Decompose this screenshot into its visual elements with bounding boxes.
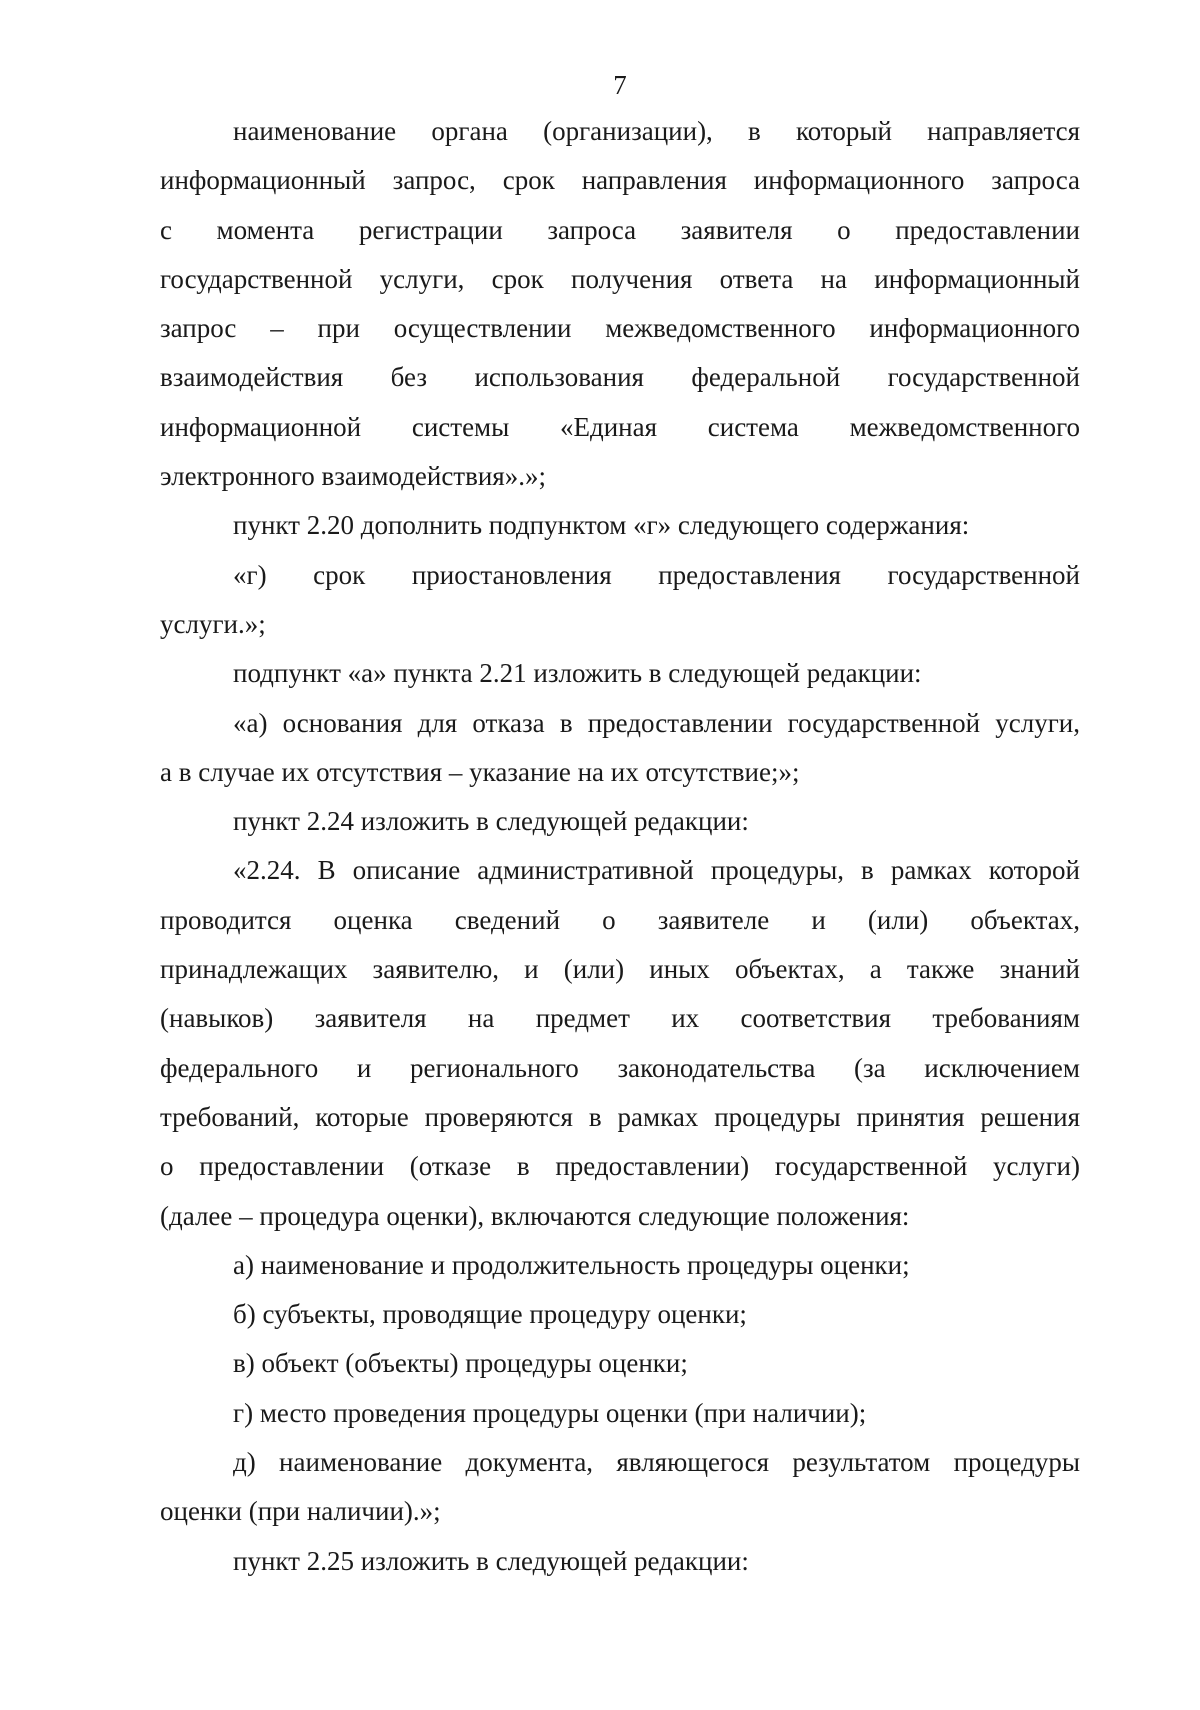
text-line: взаимодействия без использования федеральной государственной xyxy=(160,362,1080,393)
text-line: запрос – при осуществлении межведомственного информационного xyxy=(160,313,1080,344)
text-line: а) наименование и продолжительность процедуры оценки; xyxy=(233,1249,910,1280)
text-line: государственной услуги, срок получения ответа на информационный xyxy=(160,263,1080,294)
text-line: проводится оценка сведений о заявителе и (или) объектах, xyxy=(160,904,1080,935)
page-number: 7 xyxy=(613,70,627,100)
text-line: электронного взаимодействия».»; xyxy=(160,461,546,492)
text-line: (навыков) заявителя на предмет их соответствия требованиям xyxy=(160,1003,1080,1034)
document-body xyxy=(160,107,1080,1586)
text-line: д) наименование документа, являющегося результатом процедуры xyxy=(233,1447,1080,1478)
text-line: в) объект (объекты) процедуры оценки; xyxy=(233,1348,688,1379)
text-line: принадлежащих заявителю, и (или) иных объектах, а также знаний xyxy=(160,954,1080,985)
text-line: федерального и регионального законодательства (за исключением xyxy=(160,1052,1080,1083)
text-line: подпункт «а» пункта 2.21 изложить в следующей редакции: xyxy=(233,658,922,689)
text-line: (далее – процедура оценки), включаются следующие положения: xyxy=(160,1200,910,1231)
text-line: пункт 2.24 изложить в следующей редакции: xyxy=(233,806,749,837)
text-line: б) субъекты, проводящие процедуру оценки; xyxy=(233,1299,747,1330)
text-line: «а) основания для отказа в предоставлении государственной услуги, xyxy=(233,707,1080,738)
text-line: оценки (при наличии).»; xyxy=(160,1496,441,1527)
text-line: пункт 2.25 изложить в следующей редакции: xyxy=(233,1545,749,1576)
text-line: а в случае их отсутствия – указание на их отсутствие;»; xyxy=(160,756,800,787)
text-line: пункт 2.20 дополнить подпунктом «г» следующего содержания: xyxy=(233,510,970,541)
text-line: с момента регистрации запроса заявителя о предоставлении xyxy=(160,214,1080,245)
text-line: наименование органа (организации), в который направляется xyxy=(233,116,1080,146)
text-line: информационный запрос, срок направления информационного запроса xyxy=(160,165,1080,196)
text-line: «2.24. В описание административной процедуры, в рамках которой xyxy=(233,855,1080,886)
text-line: услуги.»; xyxy=(160,608,266,639)
text-line: г) место проведения процедуры оценки (при наличии); xyxy=(233,1397,867,1428)
text-line: требований, которые проверяются в рамках процедуры принятия решения xyxy=(160,1101,1080,1132)
text-line: информационной системы «Единая система межведомственного xyxy=(160,411,1080,442)
text-line: «г) срок приостановления предоставления государственной xyxy=(233,559,1080,590)
text-line: о предоставлении (отказе в предоставлении) государственной услуги) xyxy=(160,1151,1080,1182)
